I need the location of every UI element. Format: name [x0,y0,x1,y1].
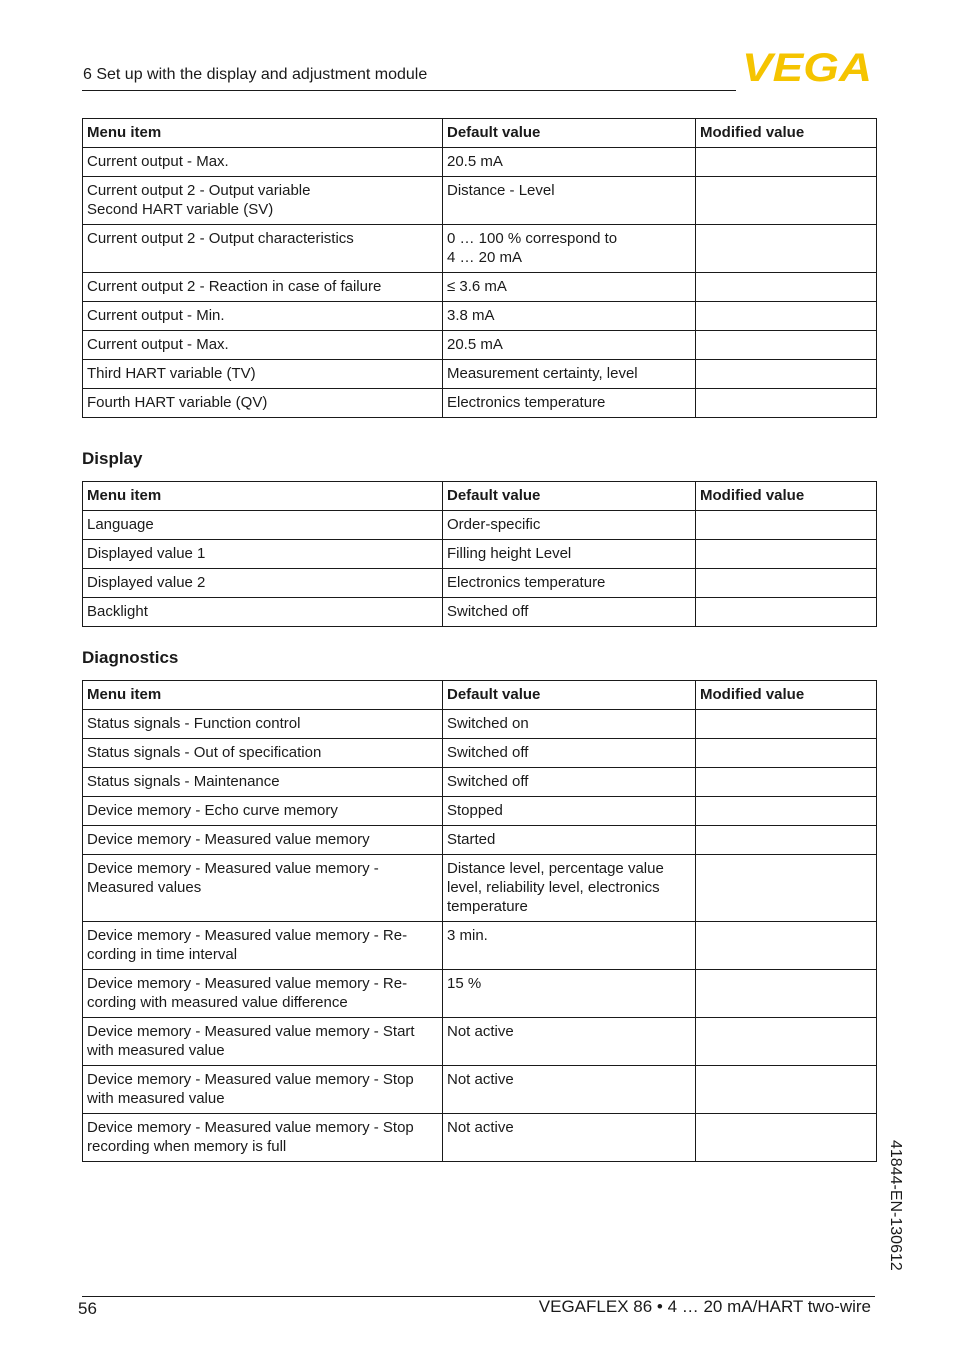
diagnostics-table [82,680,877,1162]
cell-modified-value [696,225,877,273]
cell-menu-item: Status signals - Out of specification [83,739,443,768]
cell-menu-item: Fourth HART variable (QV) [83,389,443,418]
cell-default-value: ≤ 3.6 mA [443,273,696,302]
cell-default-value: Filling height Level [443,540,696,569]
table-row [83,540,877,569]
cell-menu-item: Status signals - Maintenance [83,768,443,797]
cell-menu-item: Current output - Min. [83,302,443,331]
table-row [83,598,877,627]
cell-menu-item: Current output - Max. [83,331,443,360]
section-title-display: Display [82,449,143,468]
header-rule [82,90,736,91]
table-row [83,922,877,970]
cell-modified-value [696,177,877,225]
cell-menu-item: Third HART variable (TV) [83,360,443,389]
table-row [83,302,877,331]
column-header-menu-item: Menu item [83,681,443,710]
cell-menu-item: Displayed value 1 [83,540,443,569]
table-row [83,855,877,922]
table-row [83,1066,877,1114]
section-title-diagnostics: Diagnostics [82,648,179,667]
cell-default-value: Switched on [443,710,696,739]
cell-modified-value [696,922,877,970]
cell-default-value: Not active [443,1066,696,1114]
cell-default-value: Distance - Level [443,177,696,225]
table-header-row [83,482,877,511]
cell-default-value: Switched off [443,768,696,797]
table-row [83,331,877,360]
cell-menu-item: Current output 2 - Reaction in case of failure [83,273,443,302]
cell-menu-item: Current output 2 - Output variable Second HART variable (SV) [83,177,443,225]
cell-menu-item: Device memory - Measured value memory - Measured values [83,855,443,922]
column-header-menu-item: Menu item [83,119,443,148]
cell-default-value: Stopped [443,797,696,826]
cell-default-value: Measurement certainty, level [443,360,696,389]
cell-default-value: Switched off [443,739,696,768]
table-row [83,225,877,273]
table-row [83,569,877,598]
cell-modified-value [696,855,877,922]
cell-default-value: Started [443,826,696,855]
cell-menu-item: Backlight [83,598,443,627]
cell-modified-value [696,1066,877,1114]
vega-logo [742,50,874,84]
cell-menu-item: Device memory - Measured value memory [83,826,443,855]
cell-default-value: 3.8 mA [443,302,696,331]
cell-modified-value [696,389,877,418]
table-row [83,360,877,389]
table-row [83,389,877,418]
cell-modified-value [696,797,877,826]
cell-modified-value [696,569,877,598]
cell-menu-item: Device memory - Measured value memory - Stop with measured value [83,1066,443,1114]
table-row [83,273,877,302]
column-header-modified-value: Modified value [696,681,877,710]
column-header-default-value: Default value [443,119,696,148]
cell-default-value: Not active [443,1018,696,1066]
cell-default-value: Switched off [443,598,696,627]
header-title: 6 Set up with the display and adjustment module [83,66,428,83]
table-row [83,768,877,797]
column-header-default-value: Default value [443,681,696,710]
cell-modified-value [696,540,877,569]
cell-menu-item: Device memory - Echo curve memory [83,797,443,826]
cell-modified-value [696,273,877,302]
cell-default-value: Distance level, percentage value level, reliability level, electronics temperature [443,855,696,922]
cell-modified-value [696,148,877,177]
cell-default-value: 0 … 100 % correspond to 4 … 20 mA [443,225,696,273]
table-row [83,710,877,739]
cell-modified-value [696,826,877,855]
logo-wordmark: VEGA [742,50,872,84]
table-row [83,511,877,540]
cell-modified-value [696,1018,877,1066]
cell-menu-item: Displayed value 2 [83,569,443,598]
current-output-table [82,118,877,418]
cell-menu-item: Device memory - Measured value memory - Re- cording in time interval [83,922,443,970]
table-row [83,797,877,826]
cell-modified-value [696,970,877,1018]
cell-menu-item: Current output - Max. [83,148,443,177]
cell-menu-item: Status signals - Function control [83,710,443,739]
cell-default-value: Electronics temperature [443,569,696,598]
cell-modified-value [696,768,877,797]
cell-default-value: Not active [443,1114,696,1162]
column-header-menu-item: Menu item [83,482,443,511]
table-header-row [83,119,877,148]
cell-modified-value [696,511,877,540]
display-table [82,481,877,627]
cell-default-value: 20.5 mA [443,331,696,360]
cell-modified-value [696,598,877,627]
product-line: VEGAFLEX 86 • 4 … 20 mA/HART two-wire [538,1297,871,1316]
cell-modified-value [696,710,877,739]
table-row [83,177,877,225]
column-header-modified-value: Modified value [696,482,877,511]
table-row [83,970,877,1018]
cell-modified-value [696,302,877,331]
cell-menu-item: Device memory - Measured value memory - Stop recording when memory is full [83,1114,443,1162]
table-row [83,739,877,768]
cell-modified-value [696,739,877,768]
page-number: 56 [78,1299,97,1318]
cell-menu-item: Current output 2 - Output characteristics [83,225,443,273]
table-row [83,1114,877,1162]
column-header-modified-value: Modified value [696,119,877,148]
table-row [83,148,877,177]
cell-menu-item: Language [83,511,443,540]
table-row [83,1018,877,1066]
doc-code: 41844-EN-130612 [887,1140,904,1271]
cell-modified-value [696,331,877,360]
cell-menu-item: Device memory - Measured value memory - Start with measured value [83,1018,443,1066]
table-header-row [83,681,877,710]
cell-default-value: Order-specific [443,511,696,540]
cell-menu-item: Device memory - Measured value memory - Re- cording with measured value difference [83,970,443,1018]
cell-default-value: 15 % [443,970,696,1018]
cell-modified-value [696,360,877,389]
table-row [83,826,877,855]
cell-default-value: 20.5 mA [443,148,696,177]
cell-default-value: Electronics temperature [443,389,696,418]
cell-modified-value [696,1114,877,1162]
cell-default-value: 3 min. [443,922,696,970]
column-header-default-value: Default value [443,482,696,511]
